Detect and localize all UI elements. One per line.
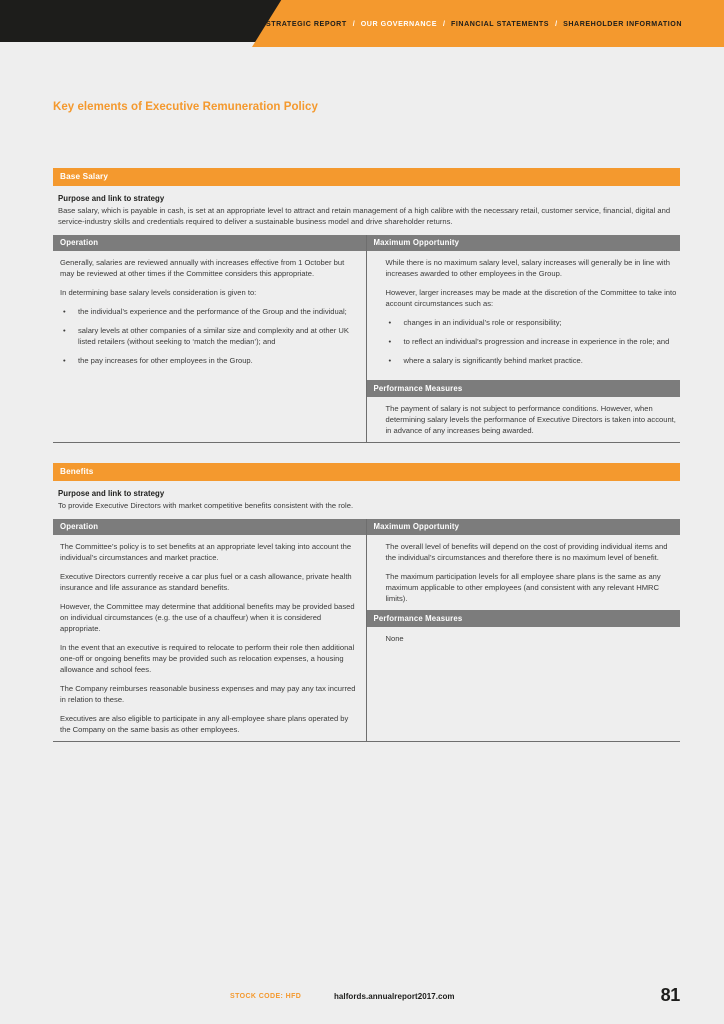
paragraph: The Company reimburses reasonable business expenses and may pay any tax incurred in relation to these.: [60, 684, 356, 704]
purpose-block: [53, 481, 680, 519]
page-title: Key elements of Executive Remuneration Policy: [53, 101, 318, 113]
paragraph: While there is no maximum salary level, salary increases will generally be in line with increases awarded to other employees in the Group.: [385, 258, 670, 278]
list-item: • the individual’s experience and the performance of the Group and the individual;: [60, 306, 356, 317]
performance-measures-content: [378, 403, 681, 442]
nav-separator: /: [443, 19, 445, 28]
list-item: • where a salary is significantly behind market practice.: [386, 355, 681, 366]
performance-measures-content: [378, 633, 681, 650]
page-header: [0, 0, 724, 48]
purpose-text: To provide Executive Directors with market competitive benefits consistent with the role.: [58, 500, 354, 510]
paragraph: Executives are also eligible to participate in any all-employee share plans operated by the Company on the same basis as other employees.: [60, 714, 349, 734]
maximum-opportunity-column: [367, 519, 681, 742]
purpose-heading: Purpose and link to strategy: [58, 193, 165, 203]
column-header-operation: Operation: [53, 519, 366, 536]
operation-bullet-list: [60, 306, 356, 366]
operation-column: [53, 235, 367, 442]
footer-stock-code: STOCK CODE: HFD: [230, 993, 302, 1000]
paragraph: The overall level of benefits will depend on the cost of providing individual items and the individual’s circumstances and therefore there is no maximum level of benefit.: [385, 542, 668, 562]
list-item: • salary levels at other companies of a similar size and complexity and at other UK listed retailers (without seeking to ‘match the median’); and: [60, 325, 356, 347]
page-number: 81: [660, 985, 680, 1005]
list-item: • to reflect an individual’s progression and increase in experience in the role; and: [386, 336, 681, 347]
nav-item-strategic-report[interactable]: STRATEGIC REPORT: [265, 19, 347, 28]
paragraph: None: [385, 633, 404, 643]
column-header-operation: Operation: [53, 235, 366, 252]
paragraph: In determining base salary levels consideration is given to:: [60, 288, 257, 297]
paragraph: In the event that an executive is required to relocate to perform their role then additional one-off or ongoing benefits may be provided such as relocation expenses, a housing allowance and school fees.: [60, 643, 355, 674]
operation-content: [53, 257, 356, 380]
paragraph: The payment of salary is not subject to performance conditions. However, when determining salary levels the performance of Executive Directors is taken into account, in advance of any increases being awarded.: [385, 403, 676, 435]
nav-separator: /: [555, 19, 558, 28]
section-base-salary: [53, 168, 680, 443]
footer-url[interactable]: halfords.annualreport2017.com: [334, 992, 455, 1001]
section-header-base-salary: Base Salary: [53, 168, 680, 186]
nav-item-shareholder-information[interactable]: SHAREHOLDER INFORMATION: [563, 19, 682, 28]
column-header-maximum-opportunity: Maximum Opportunity: [367, 519, 681, 536]
purpose-heading: Purpose and link to strategy: [58, 488, 165, 498]
paragraph: The maximum participation levels for all employee share plans is the same as any maximum applicable to other employees (and consistent with any relevant HMRC limits).: [385, 572, 661, 603]
list-item: • changes in an individual’s role or responsibility;: [386, 317, 681, 328]
nav-item-our-governance[interactable]: OUR GOVERNANCE: [360, 19, 438, 28]
section-header-benefits: Benefits: [53, 463, 680, 481]
list-item: • the pay increases for other employees in the Group.: [60, 355, 356, 366]
paragraph: Generally, salaries are reviewed annually with increases effective from 1 October but may be reviewed at other times if the Committee considers this appropriate.: [60, 258, 345, 278]
maximum-opportunity-content: [378, 541, 681, 610]
section-benefits: [53, 463, 680, 742]
paragraph: The Committee’s policy is to set benefits at an appropriate level taking into account the individual’s circumstances and market practice.: [60, 542, 352, 562]
paragraph: Executive Directors currently receive a car plus fuel or a cash allowance, private health insurance and life assurance as standard benefits.: [60, 572, 352, 592]
policy-table: [53, 235, 680, 443]
column-header-performance-measures: Performance Measures: [367, 380, 681, 397]
paragraph: However, the Committee may determine that additional benefits may be provided based on individual circumstances (e.g. the use of a chauffeur) when it is considered appropriate.: [60, 602, 355, 633]
page-footer: [0, 976, 724, 1024]
maximum-opportunity-column: [367, 235, 681, 442]
operation-content: [53, 541, 356, 741]
purpose-block: [53, 186, 680, 235]
nav-separator: /: [352, 19, 355, 28]
purpose-text: Base salary, which is payable in cash, is set at an appropriate level to attract and retain management of a high calibre with the necessary retail, customer service, financial, digital and service-industry skills and credentials required to deliver a sustainable business model and drive shareholder returns.: [58, 205, 671, 226]
maximum-bullet-list: [386, 317, 681, 366]
section-nav: [252, 0, 724, 47]
column-header-maximum-opportunity: Maximum Opportunity: [367, 235, 681, 252]
nav-item-financial-statements[interactable]: FINANCIAL STATEMENTS: [451, 19, 550, 28]
maximum-opportunity-content: [378, 257, 681, 380]
policy-table: [53, 519, 680, 743]
column-header-performance-measures: Performance Measures: [367, 610, 681, 627]
paragraph: However, larger increases may be made at the discretion of the Committee to take into account circumstances such as:: [385, 288, 677, 308]
operation-column: [53, 519, 367, 742]
